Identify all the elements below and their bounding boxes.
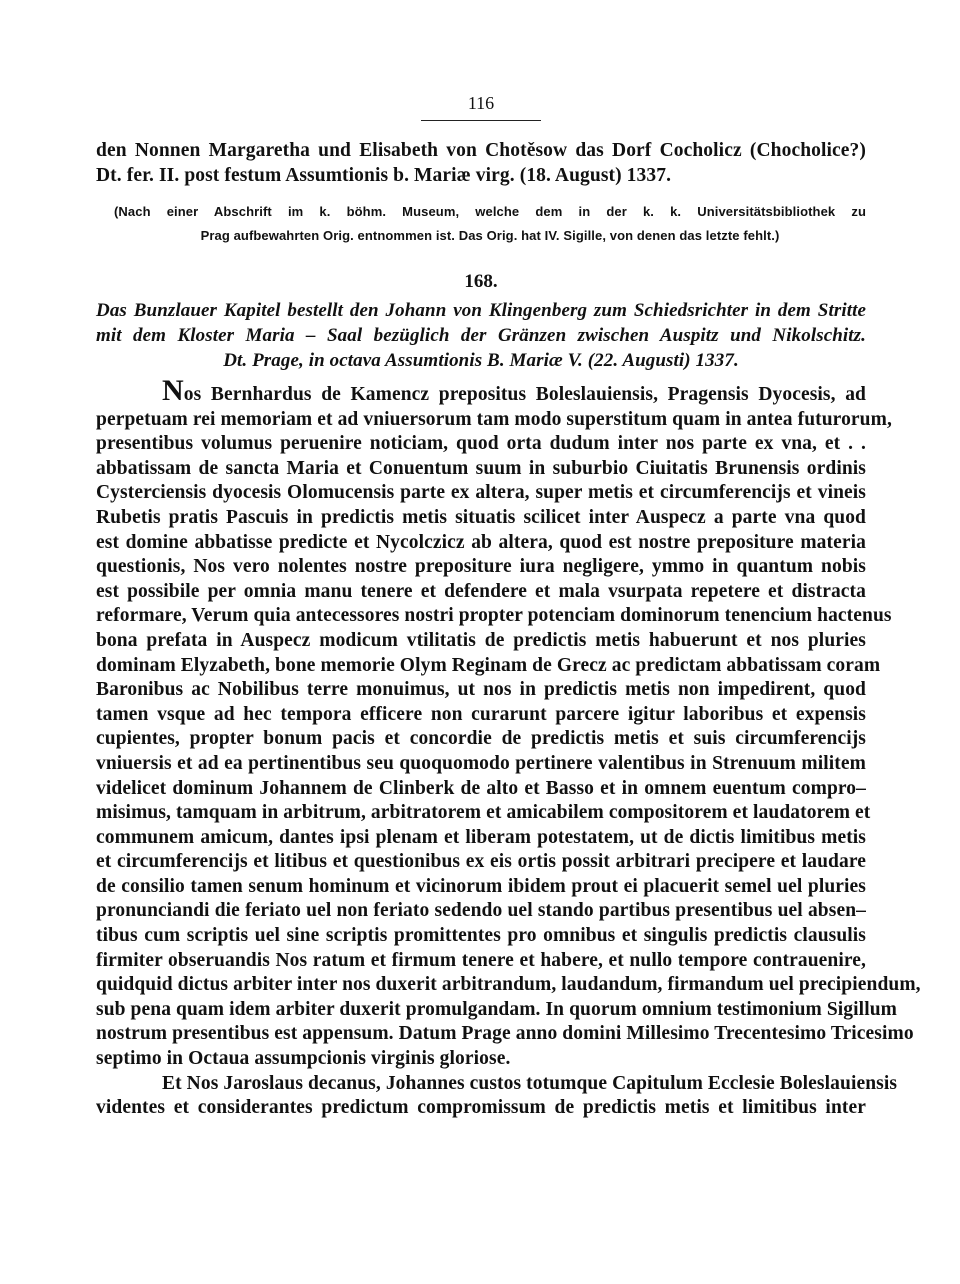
text-line: Baronibus ac Nobilibus terre monuimus, ut nos in predictis metis non impedirent, quod: [96, 679, 866, 701]
document-number: 168.: [464, 271, 498, 292]
text-line: presentibus volumus peruenire noticiam, quod orta dudum inter nos parte ex vna, et . .: [96, 433, 866, 455]
text-line: communem amicum, dantes ipsi plenam et liberam potestatem, ut de dictis limitibus metis: [96, 826, 866, 848]
text-line: firmiter obseruandis Nos ratum et firmum tenere et habere, et nullo tempore contrauenire,: [96, 949, 866, 971]
document-text: [96, 374, 921, 1121]
regest-line: Dt. Prage, in octava Assumtionis B. Mariæ V. (22. Augusti) 1337.: [223, 350, 739, 371]
text-line: est domine abbatisse predicte et Nycolczicz ab altera, quod est nostre prepositure materia: [96, 531, 866, 553]
text-line: Rubetis pratis Pascuis in predictis metis situatis scilicet inter Auspecz a parte vna quod: [96, 506, 866, 528]
text-line: abbatissam de sancta Maria et Conuentum suum in suburbio Ciuitatis Brunensis ordinis: [96, 457, 866, 479]
text-line: videlicet dominum Johannem de Clinberk de alto et Basso et in omnem euentum compro–: [96, 777, 866, 799]
regest-line: mit dem Kloster Maria – Saal bezüglich der Gränzen zwischen Auspitz und Nikolschitz.: [96, 325, 866, 346]
previous-regest-line: Dt. fer. II. post festum Assumtionis b. Mariæ virg. (18. August) 1337.: [96, 164, 672, 186]
text-line: pronunciandi die feriato uel non feriato sedendo uel stando partibus presentibus uel absen–: [96, 900, 866, 922]
source-note-line: Prag aufbewahrten Orig. entnommen ist. Das Orig. hat IV. Sigille, von denen das letzte fehlt.): [200, 228, 780, 243]
text-line: Cysterciensis dyocesis Olomucensis parte ex altera, super metis et circumferencijs et vineis: [96, 482, 866, 504]
text-first-line-rest: os Bernhardus de Kamencz prepositus Boleslauiensis, Pragensis Dyocesis, ad: [183, 384, 866, 405]
source-note-line: (Nach einer Abschrift im k. böhm. Museum, welche dem in der k. k. Universitätsbibliothek zu: [114, 204, 866, 219]
text-line: nostrum presentibus est appensum. Datum Prage anno domini Millesimo Trecentesimo Tricesimo: [96, 1023, 914, 1045]
regest: [96, 298, 866, 373]
text-line: de consilio tamen senum hominum et vicinorum ibidem prout ei placuerit semel uel pluries: [96, 875, 866, 897]
text-line: cupientes, propter bonum pacis et concordie de predictis metis et suis circumferencijs: [96, 728, 866, 750]
text-line: dominam Elyzabeth, bone memorie Olym Reginam de Grecz ac predictam abbatissam coram: [96, 654, 881, 676]
text-line: vniuersis et ad ea pertinentibus seu quoquomodo pertinere valentibus in Strenuum militem: [96, 752, 866, 774]
text-line: et circumferencijs et litibus et questionibus ex eis ortis possit arbitrari precipere et laudare: [96, 851, 866, 873]
text-line: tibus cum scriptis uel sine scriptis promittentes pro omnibus et singulis predictis clausulis: [96, 925, 866, 947]
previous-regest-line: den Nonnen Margaretha und Elisabeth von Chotěsow das Dorf Cocholicz (Chocholice?): [96, 140, 866, 161]
para2-line: videntes et considerantes predictum compromissum de predictis metis et limitibus inter: [96, 1097, 866, 1119]
text-line: perpetuam rei memoriam et ad vniuersorum tam modo superstitum quam in antea futurorum,: [96, 408, 892, 430]
text-line: questionis, Nos vero nolentes nostre prepositure iura negligere, ymmo in quantum nobis: [96, 556, 866, 578]
text-line: quidquid dictus arbiter inter nos duxerit arbitrandum, laudandum, firmandum uel precipiendum,: [96, 974, 921, 996]
regest-line: Das Bunzlauer Kapitel bestellt den Johann von Klingenberg zum Schiedsrichter in dem Stritte: [96, 300, 866, 321]
header-rule: [421, 120, 541, 121]
text-line: bona prefata in Auspecz modicum vtilitatis de predictis metis habuerunt et nos pluries: [96, 629, 866, 651]
page-number: 116: [467, 93, 495, 113]
document-page: [96, 92, 921, 1121]
text-line: misimus, tamquam in arbitrum, arbitratorem et amicabilem compositorem et laudatorem et: [96, 802, 871, 824]
previous-regest: [96, 139, 866, 188]
para2-line: Et Nos Jaroslaus decanus, Johannes custos totumque Capitulum Ecclesie Boleslauiensis: [162, 1072, 898, 1094]
initial-letter: N: [162, 374, 184, 407]
text-line: septimo in Octaua assumpcionis virginis gloriose.: [96, 1048, 511, 1070]
text-line-first: [96, 374, 866, 408]
text-line: reformare, Verum quia antecessores nostri propter potenciam dominorum tenencium hactenus: [96, 605, 892, 627]
text-line: est possibile per omnia manu tenere et defendere et mala vsurpata repetere et distracta: [96, 580, 866, 602]
source-note: [96, 200, 866, 248]
text-line: tamen vsque ad hec tempora efficere non curarunt parcere igitur laboribus et expensis: [96, 703, 866, 725]
text-line: sub pena quam idem arbiter duxerit promulgandam. In quorum omnium testimonium Sigillum: [96, 998, 897, 1020]
